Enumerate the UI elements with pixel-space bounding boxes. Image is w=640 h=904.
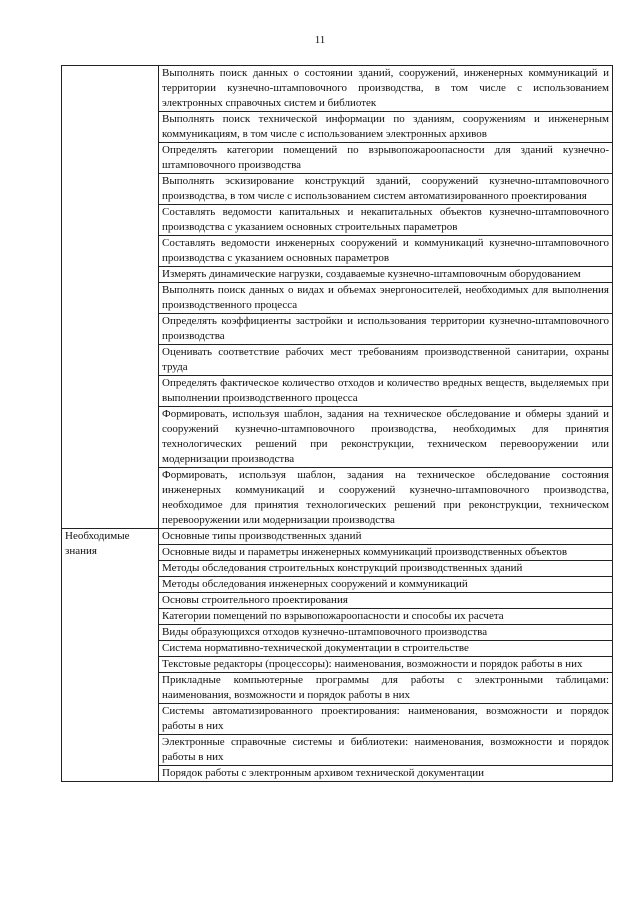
requirements-table-body	[62, 66, 613, 782]
knowledge-item: Основы строительного проектирования	[159, 593, 613, 609]
knowledge-item: Прикладные компьютерные программы для работы с электронными таблицами: наименования, возможности и порядок работы в них	[159, 673, 613, 704]
skill-item: Выполнять эскизирование конструкций зданий, сооружений кузнечно-штамповочного производства, в том числе с использованием систем автоматизированного проектирования	[159, 174, 613, 205]
skill-item: Выполнять поиск данных о состоянии зданий, сооружений, инженерных коммуникаций и территории кузнечно-штамповочного производства, в том числе с использованием электронных справочных систем и библиотек	[159, 66, 613, 112]
skill-item: Составлять ведомости капитальных и некапитальных объектов кузнечно-штамповочного производства с указанием основных строительных параметров	[159, 205, 613, 236]
knowledge-item: Текстовые редакторы (процессоры): наименования, возможности и порядок работы в них	[159, 657, 613, 673]
page-number: 11	[314, 34, 326, 46]
knowledge-item: Системы автоматизированного проектирования: наименования, возможности и порядок работы в них	[159, 704, 613, 735]
requirements-table	[61, 65, 613, 782]
skill-item: Выполнять поиск данных о видах и объемах энергоносителей, необходимых для выполнения производственного процесса	[159, 283, 613, 314]
knowledge-item: Категории помещений по взрывопожароопасности и способы их расчета	[159, 609, 613, 625]
skill-row	[62, 66, 613, 112]
skill-item: Определять фактическое количество отходов и количество вредных веществ, выделяемых при выполнении производственного процесса	[159, 376, 613, 407]
skill-item: Определять коэффициенты застройки и использования территории кузнечно-штамповочного производства	[159, 314, 613, 345]
knowledge-item: Основные виды и параметры инженерных коммуникаций производственных объектов	[159, 545, 613, 561]
skill-item: Выполнять поиск технической информации по зданиям, сооружениям и инженерным коммуникациям, в том числе с использованием электронных архивов	[159, 112, 613, 143]
knowledge-item: Электронные справочные системы и библиотеки: наименования, возможности и порядок работы в них	[159, 735, 613, 766]
skills-label-cell	[62, 66, 159, 529]
knowledge-item: Методы обследования строительных конструкций производственных зданий	[159, 561, 613, 577]
knowledge-item: Виды образующихся отходов кузнечно-штамповочного производства	[159, 625, 613, 641]
skill-item: Измерять динамические нагрузки, создаваемые кузнечно-штамповочным оборудованием	[159, 267, 613, 283]
skill-item: Определять категории помещений по взрывопожароопасности для зданий кузнечно-штамповочного производства	[159, 143, 613, 174]
skill-item: Формировать, используя шаблон, задания на техническое обследование и обмеры зданий и сооружений кузнечно-штамповочного производства, необходимых для принятия технологических решений при реконструкции, техническом перевооружении или модернизации производства	[159, 407, 613, 468]
knowledge-item: Основные типы производственных зданий	[159, 529, 613, 545]
skill-item: Формировать, используя шаблон, задания на техническое обследование состояния инженерных коммуникаций и сооружений кузнечно-штамповочного производства, необходимое для принятия технологических решений при реконструкции, техническом перевооружении или модернизации производства	[159, 468, 613, 529]
skill-item: Составлять ведомости инженерных сооружений и коммуникаций кузнечно-штамповочного производства с указанием основных параметров	[159, 236, 613, 267]
knowledge-item: Порядок работы с электронным архивом технической документации	[159, 766, 613, 782]
knowledge-item: Система нормативно-технической документации в строительстве	[159, 641, 613, 657]
knowledge-label-cell: Необходимые знания	[62, 529, 159, 782]
skill-item: Оценивать соответствие рабочих мест требованиям производственной санитарии, охраны труда	[159, 345, 613, 376]
knowledge-row	[62, 529, 613, 545]
knowledge-item: Методы обследования инженерных сооружений и коммуникаций	[159, 577, 613, 593]
